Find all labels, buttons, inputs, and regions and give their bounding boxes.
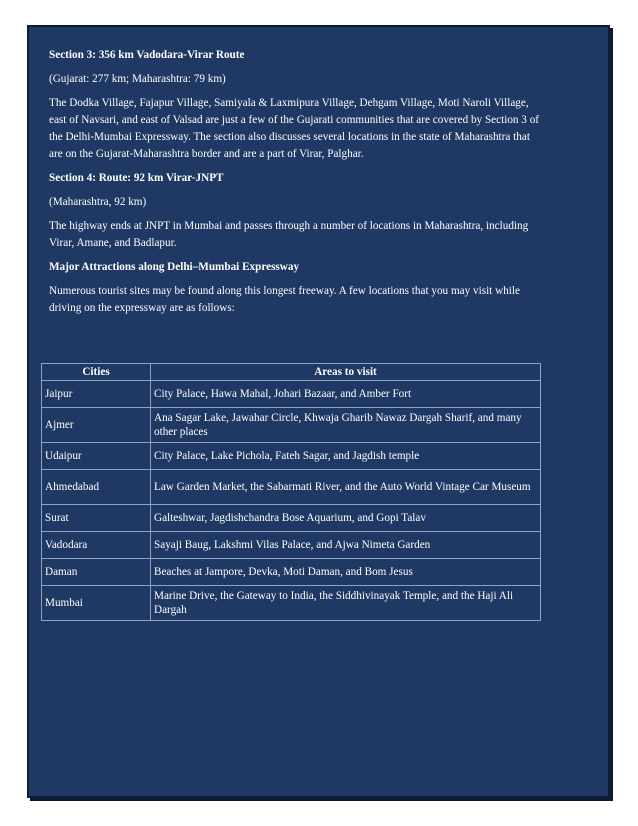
attractions-heading: Major Attractions along Delhi–Mumbai Expressway — [49, 261, 300, 273]
attractions-table — [41, 363, 541, 621]
section-3-heading: Section 3: 356 km Vadodara-Virar Route — [49, 49, 245, 61]
table-row — [42, 532, 541, 559]
areas-cell: Marine Drive, the Gateway to India, the Siddhivinayak Temple, and the Haji Ali Dargah — [151, 586, 541, 621]
city-cell: Ajmer — [42, 408, 151, 443]
areas-cell: City Palace, Lake Pichola, Fateh Sagar, and Jagdish temple — [151, 443, 541, 470]
areas-cell: Law Garden Market, the Sabarmati River, and the Auto World Vintage Car Museum — [151, 470, 541, 505]
section-4-paragraph: The highway ends at JNPT in Mumbai and passes through a number of locations in Maharashtra, including Virar, Amane, and Badlapur. — [49, 220, 529, 249]
city-cell: Daman — [42, 559, 151, 586]
areas-cell: Beaches at Jampore, Devka, Moti Daman, and Bom Jesus — [151, 559, 541, 586]
areas-cell: Ana Sagar Lake, Jawahar Circle, Khwaja Gharib Nawaz Dargah Sharif, and many other places — [151, 408, 541, 443]
table-row — [42, 443, 541, 470]
attractions-intro: Numerous tourist sites may be found along this longest freeway. A few locations that you may visit while driving on the expressway are as follows: — [49, 285, 520, 314]
section-4-heading: Section 4: Route: 92 km Virar-JNPT — [49, 172, 224, 184]
table-row — [42, 408, 541, 443]
column-header-areas: Areas to visit — [151, 364, 541, 381]
city-cell: Surat — [42, 505, 151, 532]
areas-cell: Sayaji Baug, Lakshmi Vilas Palace, and Ajwa Nimeta Garden — [151, 532, 541, 559]
table-row — [42, 505, 541, 532]
section-3-paragraph: The Dodka Village, Fajapur Village, Samiyala & Laxmipura Village, Dehgam Village, Moti Naroli Village, east of Navsari, and east of Valsad are just a few of the Gujarati communities that are covered by Section 3 of the Delhi-Mumbai Expressway. The section also discusses several locations in the state of Maharashtra that are on the Gujarat-Maharashtra border and are a part of Virar, Palghar. — [49, 97, 540, 160]
section-4-subheading: (Maharashtra, 92 km) — [49, 196, 147, 208]
city-cell: Mumbai — [42, 586, 151, 621]
table-header-row — [42, 364, 541, 381]
table-row — [42, 470, 541, 505]
areas-cell: City Palace, Hawa Mahal, Johari Bazaar, and Amber Fort — [151, 381, 541, 408]
section-3-subheading: (Gujarat: 277 km; Maharashtra: 79 km) — [49, 73, 226, 85]
city-cell: Ahmedabad — [42, 470, 151, 505]
table-row — [42, 586, 541, 621]
document-body — [49, 47, 541, 324]
table-row — [42, 381, 541, 408]
column-header-cities: Cities — [42, 364, 151, 381]
areas-cell: Galteshwar, Jagdishchandra Bose Aquarium, and Gopi Talav — [151, 505, 541, 532]
city-cell: Udaipur — [42, 443, 151, 470]
city-cell: Vadodara — [42, 532, 151, 559]
city-cell: Jaipur — [42, 381, 151, 408]
table-row — [42, 559, 541, 586]
